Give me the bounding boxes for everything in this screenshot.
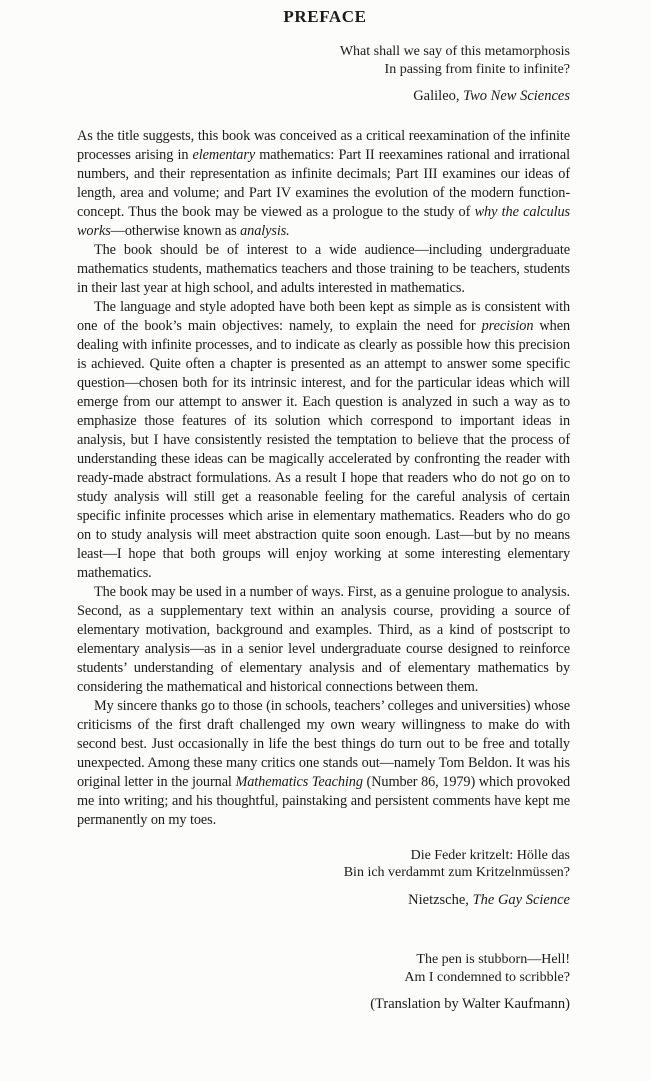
epigraph-line: Die Feder kritzelt: Hölle das: [410, 847, 570, 863]
preface-body: [77, 127, 570, 830]
italic-text: Mathematics Teaching: [235, 773, 363, 790]
italic-text: precision: [481, 317, 534, 334]
epigraph-translation-attribution: [0, 996, 570, 1014]
italic-text: analysis.: [240, 222, 290, 239]
epigraph-nietzsche: [0, 847, 570, 910]
italic-text: elementary: [192, 146, 256, 163]
epigraph-galileo-attribution: [0, 88, 570, 106]
body-text-segment: (Number 86, 1979) which provoked me into writing; and his thoughtful, painstaking and persistent comments have kept me permanently on my toes.: [77, 773, 571, 828]
preface-paragraph: [77, 583, 570, 697]
epigraph-galileo: [0, 43, 570, 106]
attribution-work-title: Two New Sciences: [463, 88, 570, 104]
attribution-work-title: The Gay Science: [472, 891, 570, 908]
epigraph-line: In passing from finite to infinite?: [384, 61, 570, 77]
body-text-segment: —otherwise known as: [110, 222, 241, 239]
epigraph-galileo-quote: [0, 43, 570, 78]
body-text-segment: The book may be used in a number of ways. First, as a genuine prologue to analysis. Second, as a supplementary text within an analysis course, providing a source of elementary motivation, background and examples. Third, as a kind of postscript to elementary analysis—as in a senior level undergraduate course designed to reinforce students’ understanding of elementary analysis and of elementary mathematics by considering the mathematical and historical connections between them.: [77, 583, 570, 695]
preface-paragraph: [77, 298, 570, 583]
body-text-segment: As the title suggests, this book was conceived as a critical reexamination of the infinite processes arising in: [77, 127, 570, 163]
body-text-segment: mathematics: Part II reexamines rational and irrational numbers, and their representation as infinite decimals; Part III examines our ideas of length, area and volume; and Part IV examines the evolution of the modern function-concept. Thus the book may be viewed as a prologue to the study of: [77, 146, 570, 220]
epigraph-nietzsche-quote: [0, 847, 570, 882]
attribution-author: Nietzsche,: [408, 891, 473, 908]
body-text-segment: when dealing with infinite processes, and to indicate as clearly as possible how this precision is achieved. Quite often a chapter is presented as an attempt to answer some specific question—chosen both for its intrinsic interest, and for the particular ideas which will emerge from our attempt to answer it. Each question is analyzed in such a way as to emphasize those features of its solution which correspond to important ideas in analysis, but I have consistently resisted the temptation to believe that the process of understanding these ideas can be magically accelerated by confronting the reader with ready-made abstract formulations. As a result I hope that readers who do not go on to study analysis will still get a reasonable feeling for the careful analysis of certain specific infinite processes which arise in elementary mathematics. Readers who do go on to study analysis will meet abstraction quite soon enough. Last—but by no means least—I hope that both groups will enjoy working at some interesting elementary mathematics.: [77, 317, 570, 581]
epigraph-line: The pen is stubborn—Hell!: [416, 952, 570, 967]
epigraph-nietzsche-attribution: [0, 892, 570, 910]
attribution-author: Galileo,: [413, 88, 464, 104]
page-title: PREFACE: [283, 7, 367, 26]
attribution-translator: (Translation by Walter Kaufmann): [370, 996, 570, 1012]
body-text-segment: The book should be of interest to a wide audience—including undergraduate mathematics students, mathematics teachers and those training to be teachers, students in their last year at high school, and adults interested in mathematics.: [77, 241, 570, 296]
preface-paragraph: [77, 241, 570, 298]
epigraph-line: Am I condemned to scribble?: [404, 969, 570, 985]
epigraph-translation-quote: [0, 951, 570, 986]
epigraph-line: Bin ich verdammt zum Kritzelnmüssen?: [343, 865, 570, 880]
body-text-segment: The language and style adopted have both been kept as simple as is consistent with one of the book’s main objectives: namely, to explain the need for: [77, 298, 570, 334]
epigraph-translation: [0, 951, 570, 1014]
epigraph-line: What shall we say of this metamorphosis: [339, 44, 570, 59]
italic-text: why the calculus works: [77, 203, 570, 239]
body-text-segment: My sincere thanks go to those (in schools, teachers’ colleges and universities) whose criticisms of the first draft challenged my own weary willingness to make do with second best. Just occasionally in life the best things do turn out to be free and totally unexpected. Among these many critics one stands out—namely Tom Beldon. It was his original letter in the journal: [77, 697, 570, 790]
preface-paragraph: [77, 127, 570, 241]
preface-paragraph: [77, 697, 570, 830]
